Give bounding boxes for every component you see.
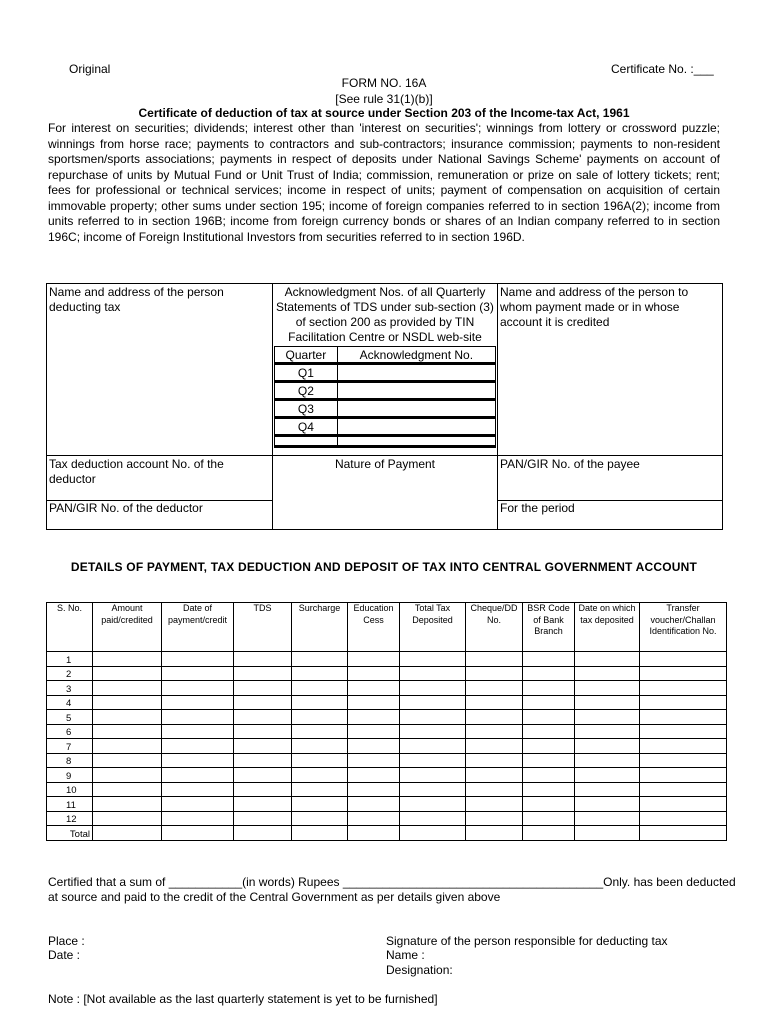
col-sno: S. No. — [47, 603, 93, 652]
table-cell[interactable] — [466, 753, 523, 768]
table-cell[interactable] — [523, 652, 575, 667]
table-cell[interactable] — [400, 695, 466, 710]
table-cell[interactable] — [575, 695, 640, 710]
row-number: 7 — [47, 739, 93, 754]
table-cell[interactable] — [400, 797, 466, 812]
table-cell[interactable] — [234, 753, 292, 768]
quarter-ack-table — [274, 346, 496, 448]
total-row — [47, 826, 727, 841]
table-cell[interactable] — [640, 724, 727, 739]
table-cell[interactable] — [640, 710, 727, 725]
quarter-row — [275, 382, 496, 400]
table-cell[interactable] — [162, 739, 234, 754]
col-education-cess: Education Cess — [348, 603, 400, 652]
table-cell[interactable] — [348, 739, 400, 754]
table-cell[interactable] — [575, 768, 640, 783]
table-cell[interactable] — [400, 768, 466, 783]
table-cell[interactable] — [162, 811, 234, 826]
table-cell[interactable] — [348, 768, 400, 783]
row-number: 5 — [47, 710, 93, 725]
table-cell[interactable] — [523, 811, 575, 826]
table-cell[interactable] — [348, 811, 400, 826]
table-cell[interactable] — [234, 652, 292, 667]
original-label: Original — [69, 62, 111, 76]
table-cell[interactable] — [93, 681, 162, 696]
table-cell[interactable] — [162, 695, 234, 710]
table-cell[interactable] — [162, 782, 234, 797]
table-cell[interactable] — [234, 811, 292, 826]
col-bsr-code: BSR Code of Bank Branch — [523, 603, 575, 652]
total-cell[interactable] — [348, 826, 400, 841]
table-cell[interactable] — [466, 652, 523, 667]
table-cell[interactable] — [292, 811, 348, 826]
quarter-label: Q4 — [275, 418, 338, 436]
table-cell[interactable] — [523, 782, 575, 797]
form-title: Certificate of deduction of tax at source under Section 203 of the Income-tax Act, 1961 — [138, 106, 630, 120]
table-cell[interactable] — [400, 724, 466, 739]
total-cell[interactable] — [466, 826, 523, 841]
col-challan: Transfer voucher/Challan Identification No. — [640, 603, 727, 652]
table-cell[interactable] — [640, 681, 727, 696]
total-cell[interactable] — [575, 826, 640, 841]
table-cell[interactable] — [348, 652, 400, 667]
row-number: 10 — [47, 782, 93, 797]
table-cell[interactable] — [400, 782, 466, 797]
table-cell[interactable] — [292, 797, 348, 812]
row-number: 2 — [47, 666, 93, 681]
nature-of-payment-label: Nature of Payment — [334, 457, 436, 471]
total-cell[interactable] — [640, 826, 727, 841]
table-cell[interactable] — [162, 710, 234, 725]
table-cell[interactable] — [466, 739, 523, 754]
table-cell[interactable] — [234, 739, 292, 754]
quarter-label: Q1 — [275, 364, 338, 382]
table-cell[interactable] — [348, 724, 400, 739]
quarter-row — [275, 364, 496, 382]
table-cell[interactable] — [162, 797, 234, 812]
table-cell[interactable] — [162, 652, 234, 667]
table-cell[interactable] — [466, 710, 523, 725]
quarter-header: Quarter — [275, 347, 338, 364]
table-cell[interactable] — [640, 768, 727, 783]
table-cell[interactable] — [234, 724, 292, 739]
total-cell[interactable] — [234, 826, 292, 841]
table-cell[interactable] — [640, 739, 727, 754]
table-cell[interactable] — [292, 681, 348, 696]
form-number: FORM NO. 16A — [341, 76, 427, 90]
table-cell[interactable] — [93, 710, 162, 725]
table-cell[interactable] — [466, 666, 523, 681]
table-cell[interactable] — [400, 753, 466, 768]
row-number: 9 — [47, 768, 93, 783]
table-cell[interactable] — [93, 753, 162, 768]
table-cell[interactable] — [466, 695, 523, 710]
table-cell[interactable] — [400, 811, 466, 826]
designation-label: Designation: — [386, 963, 453, 977]
deductor-pan-label: PAN/GIR No. of the deductor — [49, 501, 203, 515]
table-cell[interactable] — [93, 695, 162, 710]
total-cell[interactable] — [93, 826, 162, 841]
table-cell[interactable] — [640, 782, 727, 797]
row-number: 4 — [47, 695, 93, 710]
table-cell[interactable] — [292, 652, 348, 667]
table-cell[interactable] — [162, 681, 234, 696]
quarter-label: Q2 — [275, 382, 338, 400]
table-row — [47, 811, 727, 826]
table-row — [47, 681, 727, 696]
table-cell[interactable] — [93, 724, 162, 739]
table-cell[interactable] — [575, 710, 640, 725]
table-cell[interactable] — [575, 797, 640, 812]
name-label: Name : — [386, 948, 425, 962]
table-cell[interactable] — [348, 666, 400, 681]
table-cell[interactable] — [400, 739, 466, 754]
table-cell[interactable] — [523, 666, 575, 681]
table-row — [47, 652, 727, 667]
row-number: 8 — [47, 753, 93, 768]
table-cell[interactable] — [523, 797, 575, 812]
table-row — [47, 797, 727, 812]
table-cell[interactable] — [93, 666, 162, 681]
table-cell[interactable] — [400, 652, 466, 667]
table-cell[interactable] — [93, 652, 162, 667]
table-cell[interactable] — [348, 695, 400, 710]
table-cell[interactable] — [466, 724, 523, 739]
table-cell[interactable] — [234, 768, 292, 783]
table-cell[interactable] — [466, 681, 523, 696]
table-cell[interactable] — [234, 695, 292, 710]
ack-no-header: Acknowledgment No. — [337, 347, 495, 364]
table-cell[interactable] — [466, 811, 523, 826]
table-cell[interactable] — [292, 724, 348, 739]
table-cell[interactable] — [292, 710, 348, 725]
row-number: 3 — [47, 681, 93, 696]
table-cell[interactable] — [640, 666, 727, 681]
table-cell[interactable] — [640, 797, 727, 812]
period-label: For the period — [500, 501, 575, 515]
table-cell[interactable] — [523, 753, 575, 768]
row-number: 1 — [47, 652, 93, 667]
tan-label: Tax deduction account No. of the deductor — [49, 457, 224, 486]
table-cell[interactable] — [466, 768, 523, 783]
table-row — [47, 666, 727, 681]
ack-no-field[interactable] — [337, 418, 495, 436]
quarter-row — [275, 418, 496, 436]
total-cell[interactable] — [292, 826, 348, 841]
intro-paragraph: For interest on securities; dividends; interest other than 'interest on securities'; winnings from lottery or crossword puzzle; winnings from horse race; payments to contractors and sub-contractors; insurance commission; payments to non-resident sportsmen/sports associations; payments in respect of deposits under National Savings Scheme' payments on account of repurchase of units by Mutual Fund or Unit Trust of India; commission, remuneration or prize on sale of lottery tickets; rent; fees for professional or technical services; income in respect of units; payment of compensation on acquisition of certain immovable property; other sums under section 195; income of foreign companies referred to in section 196A(2); income from units referred to in section 196B; income from foreign currency bonds or shares of an Indian company referred to in section 196C; income of Foreign Institutional Investors from securities referred to in section 196D. — [48, 121, 720, 244]
table-cell[interactable] — [575, 753, 640, 768]
table-cell[interactable] — [523, 724, 575, 739]
table-cell[interactable] — [162, 724, 234, 739]
col-surcharge: Surcharge — [292, 603, 348, 652]
table-cell[interactable] — [162, 753, 234, 768]
table-cell[interactable] — [400, 666, 466, 681]
table-row — [47, 724, 727, 739]
table-cell[interactable] — [523, 768, 575, 783]
payment-header-row — [47, 603, 727, 652]
table-cell[interactable] — [234, 681, 292, 696]
quarter-row-blank — [275, 436, 496, 447]
col-cheque: Cheque/DD No. — [466, 603, 523, 652]
table-cell[interactable] — [523, 739, 575, 754]
table-cell[interactable] — [292, 695, 348, 710]
rule-reference: [See rule 31(1)(b)] — [335, 92, 433, 106]
place-label: Place : — [48, 934, 85, 948]
table-row — [47, 768, 727, 783]
table-cell[interactable] — [400, 681, 466, 696]
table-row — [47, 739, 727, 754]
table-cell[interactable] — [575, 681, 640, 696]
table-row — [47, 753, 727, 768]
table-cell[interactable] — [292, 753, 348, 768]
table-cell[interactable] — [640, 652, 727, 667]
table-cell[interactable] — [523, 695, 575, 710]
table-cell[interactable] — [348, 681, 400, 696]
table-cell[interactable] — [348, 782, 400, 797]
table-cell[interactable] — [93, 782, 162, 797]
row-number: 11 — [47, 797, 93, 812]
table-cell[interactable] — [93, 768, 162, 783]
table-cell[interactable] — [523, 681, 575, 696]
table-cell[interactable] — [292, 666, 348, 681]
row-number: 12 — [47, 811, 93, 826]
table-cell[interactable] — [640, 811, 727, 826]
table-cell[interactable] — [466, 782, 523, 797]
table-row — [47, 710, 727, 725]
col-date-payment: Date of payment/credit — [162, 603, 234, 652]
payment-details-table — [46, 602, 727, 841]
table-cell[interactable] — [523, 710, 575, 725]
quarter-label: Q3 — [275, 400, 338, 418]
table-cell[interactable] — [575, 652, 640, 667]
ack-no-field[interactable] — [337, 400, 495, 418]
table-cell[interactable] — [162, 768, 234, 783]
table-cell[interactable] — [234, 797, 292, 812]
table-cell[interactable] — [93, 739, 162, 754]
col-tds: TDS — [234, 603, 292, 652]
table-row — [47, 695, 727, 710]
table-cell[interactable] — [466, 797, 523, 812]
table-cell[interactable] — [400, 710, 466, 725]
table-cell[interactable] — [292, 782, 348, 797]
certification-text: Certified that a sum of ___________(in words) Rupees _______________________________________Only. has been deducted at source and paid to the credit of the Central Government as per details given above — [48, 875, 736, 904]
details-heading: DETAILS OF PAYMENT, TAX DEDUCTION AND DEPOSIT OF TAX INTO CENTRAL GOVERNMENT ACCOUNT — [70, 560, 698, 574]
table-cell[interactable] — [575, 811, 640, 826]
table-cell[interactable] — [640, 695, 727, 710]
ack-no-field[interactable] — [337, 364, 495, 382]
ack-intro-text: Acknowledgment Nos. of all Quarterly Statements of TDS under sub-section (3) of section 200 as provided by TIN Facilitation Centre or NSDL web-site — [276, 285, 494, 344]
table-cell[interactable] — [93, 811, 162, 826]
total-label: Total — [47, 826, 93, 841]
table-cell[interactable] — [348, 710, 400, 725]
signature-label: Signature of the person responsible for deducting tax — [386, 934, 668, 948]
table-cell[interactable] — [234, 782, 292, 797]
payment-table-body — [47, 652, 727, 841]
table-row — [47, 782, 727, 797]
table-cell[interactable] — [292, 739, 348, 754]
total-cell[interactable] — [400, 826, 466, 841]
total-cell[interactable] — [162, 826, 234, 841]
col-date-deposited: Date on which tax deposited — [575, 603, 640, 652]
deductor-name-label: Name and address of the person deducting tax — [49, 285, 224, 314]
table-cell[interactable] — [640, 753, 727, 768]
certificate-number: Certificate No. :___ — [611, 62, 714, 76]
table-cell[interactable] — [348, 753, 400, 768]
table-cell[interactable] — [234, 710, 292, 725]
date-label: Date : — [48, 948, 81, 962]
col-amount: Amount paid/credited — [93, 603, 162, 652]
payee-name-label: Name and address of the person to whom payment made or in whose account it is credited — [500, 285, 689, 329]
table-cell[interactable] — [575, 782, 640, 797]
total-cell[interactable] — [523, 826, 575, 841]
table-cell[interactable] — [348, 797, 400, 812]
table-cell[interactable] — [234, 666, 292, 681]
row-number: 6 — [47, 724, 93, 739]
quarter-row — [275, 400, 496, 418]
ack-no-field[interactable] — [337, 382, 495, 400]
table-cell[interactable] — [162, 666, 234, 681]
col-total-tax: Total Tax Deposited — [400, 603, 466, 652]
note-text: Note : [Not available as the last quarterly statement is yet to be furnished] — [48, 992, 438, 1006]
table-cell[interactable] — [575, 724, 640, 739]
payee-pan-label: PAN/GIR No. of the payee — [500, 457, 640, 471]
table-cell[interactable] — [575, 666, 640, 681]
table-cell[interactable] — [292, 768, 348, 783]
table-cell[interactable] — [93, 797, 162, 812]
table-cell[interactable] — [575, 739, 640, 754]
